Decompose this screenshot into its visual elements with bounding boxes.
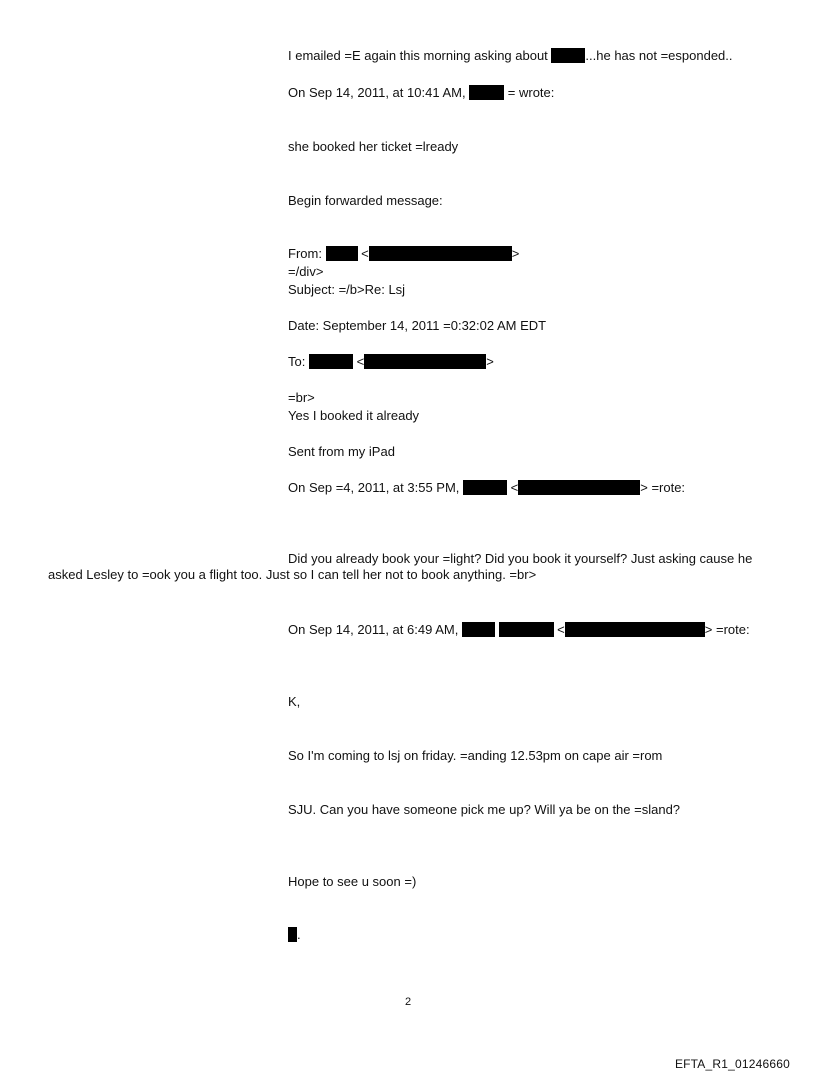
page-number: 2	[404, 996, 412, 1008]
email-line-sju: SJU. Can you have someone pick me up? Will ya be on the =sland?	[288, 802, 681, 817]
redaction-block	[551, 48, 585, 63]
email-line-sep14-1041: On Sep 14, 2011, at 10:41 AM, = wrote:	[288, 85, 555, 100]
header-from: From: < >	[288, 246, 520, 261]
redaction-block	[369, 246, 512, 261]
redaction-block	[463, 480, 507, 495]
redaction-block	[326, 246, 358, 261]
header-to: To: < >	[288, 354, 494, 369]
redaction-block	[462, 622, 495, 637]
document-id: EFTA_R1_01246660	[674, 1057, 790, 1071]
email-paragraph-flight: Did you already book your =light? Did you book it yourself? Just asking cause he asked Lesley to =ook you a flight too. Just so I can tell her not to book anything. =br>	[48, 551, 753, 582]
redaction-block	[518, 480, 640, 495]
email-line-booked-ticket: she booked her ticket =lready	[288, 139, 459, 154]
br-tag-text: =br>	[288, 390, 315, 405]
redaction-block	[309, 354, 353, 369]
header-subject: Subject: =/b>Re: Lsj	[288, 282, 406, 297]
redaction-block	[364, 354, 486, 369]
redaction-block	[469, 85, 504, 100]
signature-line: .	[288, 927, 301, 943]
header-div-close: =/div>	[288, 264, 324, 279]
email-line-sep14-0649: On Sep 14, 2011, at 6:49 AM, < > =rote:	[288, 622, 750, 637]
email-line-sent-from: Sent from my iPad	[288, 444, 395, 459]
email-line-k: K,	[288, 694, 301, 709]
email-line-hope: Hope to see u soon =)	[288, 874, 417, 889]
email-line-emailed-again: I emailed =E again this morning asking about ...he has not =esponded..	[288, 48, 733, 63]
email-line-coming: So I'm coming to lsj on friday. =anding 12.53pm on cape air =rom	[288, 748, 663, 763]
forwarded-message-header: Begin forwarded message:	[288, 193, 443, 208]
redaction-block	[499, 622, 554, 637]
redaction-block	[288, 927, 297, 942]
email-line-sep4: On Sep =4, 2011, at 3:55 PM, < > =rote:	[288, 480, 686, 495]
email-line-yes-booked: Yes I booked it already	[288, 408, 420, 423]
redaction-block	[565, 622, 705, 637]
header-date: Date: September 14, 2011 =0:32:02 AM EDT	[288, 318, 547, 333]
